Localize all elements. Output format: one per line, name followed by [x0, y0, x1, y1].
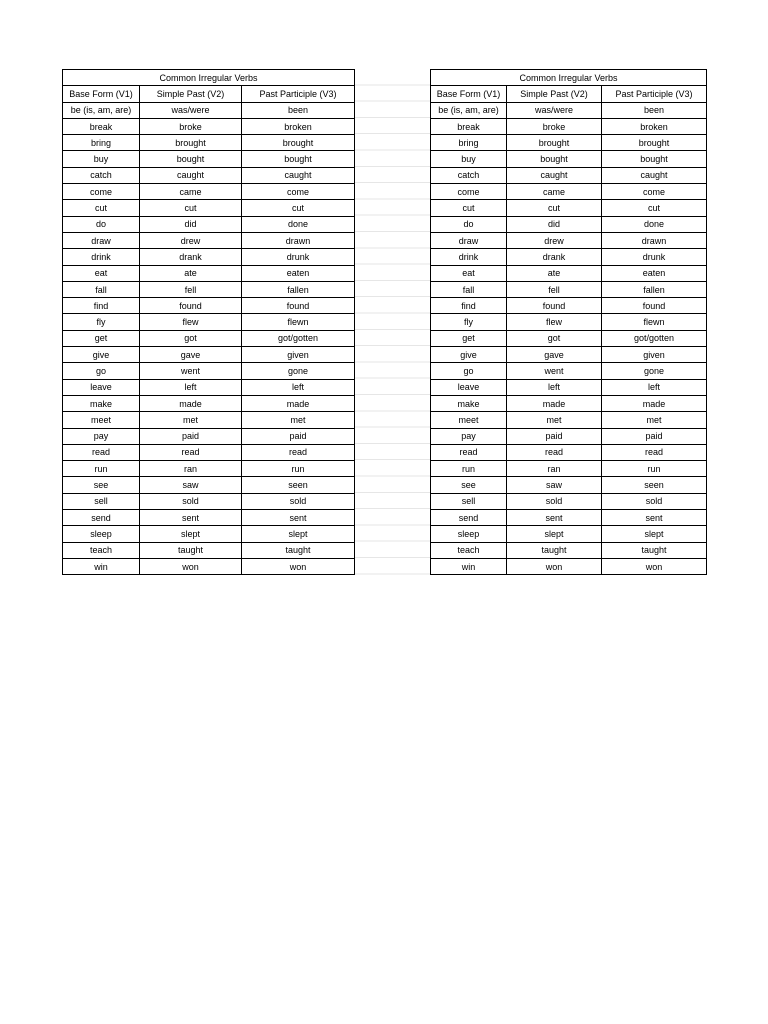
table-cell: broke	[140, 118, 242, 134]
table-row	[63, 444, 355, 460]
table-cell: cut	[63, 200, 140, 216]
table-cell: slept	[140, 526, 242, 542]
table-cell: sold	[602, 493, 707, 509]
table-cell: cut	[602, 200, 707, 216]
table-cell: brought	[140, 135, 242, 151]
table-cell: met	[140, 412, 242, 428]
table-cell: made	[242, 395, 355, 411]
table-cell: give	[431, 347, 507, 363]
table-cell: went	[140, 363, 242, 379]
table-cell: sell	[63, 493, 140, 509]
table-cell: come	[242, 184, 355, 200]
table-cell: paid	[507, 428, 602, 444]
table-cell: caught	[602, 167, 707, 183]
spreadsheet-gridlines	[354, 69, 430, 575]
table-cell: saw	[507, 477, 602, 493]
table-cell: won	[507, 558, 602, 574]
table-cell: drunk	[242, 249, 355, 265]
table-header-row	[63, 86, 355, 102]
table-cell: drawn	[602, 232, 707, 248]
table-row	[63, 428, 355, 444]
column-header: Base Form (V1)	[431, 86, 507, 102]
table-cell: bought	[242, 151, 355, 167]
column-header: Past Participle (V3)	[242, 86, 355, 102]
table-cell: get	[63, 330, 140, 346]
table-cell: broke	[507, 118, 602, 134]
table-cell: sleep	[431, 526, 507, 542]
table-row	[63, 330, 355, 346]
table-cell: make	[63, 395, 140, 411]
table-cell: be (is, am, are)	[63, 102, 140, 118]
table-cell: leave	[431, 379, 507, 395]
table-cell: read	[602, 444, 707, 460]
irregular-verbs-table-right	[430, 69, 707, 575]
table-cell: fall	[63, 281, 140, 297]
table-cell: fallen	[242, 281, 355, 297]
table-row	[63, 395, 355, 411]
table-cell: sent	[507, 510, 602, 526]
table-row	[63, 216, 355, 232]
table-cell: done	[602, 216, 707, 232]
table-row	[63, 167, 355, 183]
table-cell: teach	[63, 542, 140, 558]
table-cell: sent	[602, 510, 707, 526]
table-cell: brought	[242, 135, 355, 151]
table-cell: slept	[242, 526, 355, 542]
table-cell: cut	[140, 200, 242, 216]
table-row	[63, 526, 355, 542]
table-cell: get	[431, 330, 507, 346]
table-title-row	[431, 70, 707, 86]
table-cell: cut	[242, 200, 355, 216]
table-cell: got	[507, 330, 602, 346]
table-row	[431, 493, 707, 509]
table-cell: drink	[431, 249, 507, 265]
table-row	[63, 298, 355, 314]
table-cell: fell	[140, 281, 242, 297]
table-title-row	[63, 70, 355, 86]
table-cell: come	[602, 184, 707, 200]
table-cell: caught	[140, 167, 242, 183]
table-cell: buy	[63, 151, 140, 167]
table-cell: run	[602, 461, 707, 477]
table-cell: slept	[602, 526, 707, 542]
table-cell: did	[140, 216, 242, 232]
table-row	[431, 135, 707, 151]
table-cell: ran	[507, 461, 602, 477]
table-cell: been	[242, 102, 355, 118]
table-cell: read	[507, 444, 602, 460]
table-cell: be (is, am, are)	[431, 102, 507, 118]
table-cell: break	[63, 118, 140, 134]
table-cell: read	[242, 444, 355, 460]
table-row	[431, 118, 707, 134]
table-row	[63, 118, 355, 134]
table-cell: been	[602, 102, 707, 118]
table-cell: sell	[431, 493, 507, 509]
table-cell: run	[431, 461, 507, 477]
table-row	[63, 151, 355, 167]
table-row	[63, 347, 355, 363]
table-row	[63, 510, 355, 526]
table-cell: find	[63, 298, 140, 314]
table-cell: brought	[602, 135, 707, 151]
table-cell: drew	[507, 232, 602, 248]
table-cell: eaten	[242, 265, 355, 281]
table-cell: given	[242, 347, 355, 363]
table-cell: go	[431, 363, 507, 379]
table-cell: give	[63, 347, 140, 363]
table-cell: read	[431, 444, 507, 460]
table-row	[431, 184, 707, 200]
table-cell: fallen	[602, 281, 707, 297]
table-cell: left	[602, 379, 707, 395]
table-cell: did	[507, 216, 602, 232]
table-cell: sent	[242, 510, 355, 526]
table-cell: fly	[431, 314, 507, 330]
table-row	[63, 102, 355, 118]
table-header-row	[431, 86, 707, 102]
table-row	[431, 412, 707, 428]
table-row	[63, 135, 355, 151]
table-cell: paid	[602, 428, 707, 444]
table-cell: see	[431, 477, 507, 493]
table-cell: fly	[63, 314, 140, 330]
table-row	[431, 167, 707, 183]
table-cell: found	[507, 298, 602, 314]
table-cell: got/gotten	[242, 330, 355, 346]
table-row	[431, 395, 707, 411]
table-cell: sent	[140, 510, 242, 526]
table-cell: bought	[507, 151, 602, 167]
table-cell: found	[140, 298, 242, 314]
table-cell: meet	[431, 412, 507, 428]
table-cell: met	[507, 412, 602, 428]
table-row	[63, 232, 355, 248]
table-cell: make	[431, 395, 507, 411]
table-cell: come	[431, 184, 507, 200]
table-cell: came	[507, 184, 602, 200]
table-cell: sold	[140, 493, 242, 509]
table-cell: cut	[431, 200, 507, 216]
table-cell: drink	[63, 249, 140, 265]
table-row	[63, 379, 355, 395]
table-cell: got	[140, 330, 242, 346]
table-row	[431, 102, 707, 118]
table-cell: cut	[507, 200, 602, 216]
table-cell: fall	[431, 281, 507, 297]
table-cell: seen	[242, 477, 355, 493]
table-cell: flew	[140, 314, 242, 330]
table-row	[431, 200, 707, 216]
table-cell: sold	[242, 493, 355, 509]
table-cell: saw	[140, 477, 242, 493]
table-row	[431, 477, 707, 493]
table-cell: taught	[602, 542, 707, 558]
table-cell: sold	[507, 493, 602, 509]
table-cell: slept	[507, 526, 602, 542]
table-cell: eat	[431, 265, 507, 281]
table-cell: gone	[602, 363, 707, 379]
table-cell: drank	[140, 249, 242, 265]
table-row	[431, 330, 707, 346]
table-row	[431, 151, 707, 167]
table-cell: taught	[140, 542, 242, 558]
table-cell: met	[602, 412, 707, 428]
table-cell: win	[63, 558, 140, 574]
table-cell: gave	[507, 347, 602, 363]
table-cell: taught	[507, 542, 602, 558]
column-header: Base Form (V1)	[63, 86, 140, 102]
table-cell: eat	[63, 265, 140, 281]
table-row	[63, 477, 355, 493]
table-cell: broken	[242, 118, 355, 134]
table-row	[431, 281, 707, 297]
table-title: Common Irregular Verbs	[63, 70, 355, 86]
table-cell: draw	[431, 232, 507, 248]
table-cell: read	[63, 444, 140, 460]
table-cell: was/were	[507, 102, 602, 118]
table-cell: brought	[507, 135, 602, 151]
table-cell: was/were	[140, 102, 242, 118]
table-cell: paid	[140, 428, 242, 444]
table-row	[431, 216, 707, 232]
table-cell: come	[63, 184, 140, 200]
table-cell: made	[507, 395, 602, 411]
table-row	[431, 428, 707, 444]
table-cell: left	[507, 379, 602, 395]
table-cell: draw	[63, 232, 140, 248]
table-row	[431, 558, 707, 574]
table-cell: catch	[63, 167, 140, 183]
table-cell: done	[242, 216, 355, 232]
table-cell: sleep	[63, 526, 140, 542]
table-cell: came	[140, 184, 242, 200]
table-cell: win	[431, 558, 507, 574]
table-cell: pay	[431, 428, 507, 444]
table-row	[431, 298, 707, 314]
table-cell: go	[63, 363, 140, 379]
table-row	[431, 444, 707, 460]
table-cell: flewn	[242, 314, 355, 330]
table-row	[63, 265, 355, 281]
table-row	[63, 314, 355, 330]
table-row	[431, 232, 707, 248]
table-cell: buy	[431, 151, 507, 167]
table-row	[63, 184, 355, 200]
table-cell: seen	[602, 477, 707, 493]
table-cell: went	[507, 363, 602, 379]
table-row	[63, 558, 355, 574]
table-row	[431, 314, 707, 330]
table-cell: find	[431, 298, 507, 314]
table-cell: given	[602, 347, 707, 363]
table-cell: drawn	[242, 232, 355, 248]
table-cell: made	[602, 395, 707, 411]
table-row	[431, 363, 707, 379]
table-row	[63, 461, 355, 477]
table-cell: drew	[140, 232, 242, 248]
table-row	[431, 265, 707, 281]
table-title: Common Irregular Verbs	[431, 70, 707, 86]
table-cell: taught	[242, 542, 355, 558]
table-row	[431, 542, 707, 558]
table-cell: leave	[63, 379, 140, 395]
table-row	[63, 542, 355, 558]
table-cell: left	[140, 379, 242, 395]
table-cell: pay	[63, 428, 140, 444]
table-row	[63, 412, 355, 428]
table-cell: made	[140, 395, 242, 411]
table-cell: break	[431, 118, 507, 134]
table-cell: flewn	[602, 314, 707, 330]
table-cell: gave	[140, 347, 242, 363]
table-cell: flew	[507, 314, 602, 330]
table-cell: caught	[507, 167, 602, 183]
table-cell: won	[242, 558, 355, 574]
table-cell: won	[602, 558, 707, 574]
table-cell: read	[140, 444, 242, 460]
table-row	[63, 249, 355, 265]
table-cell: ate	[507, 265, 602, 281]
table-cell: won	[140, 558, 242, 574]
column-header: Simple Past (V2)	[507, 86, 602, 102]
table-cell: fell	[507, 281, 602, 297]
table-cell: caught	[242, 167, 355, 183]
table-cell: send	[431, 510, 507, 526]
table-cell: paid	[242, 428, 355, 444]
table-row	[63, 363, 355, 379]
table-row	[431, 526, 707, 542]
table-cell: found	[602, 298, 707, 314]
table-cell: broken	[602, 118, 707, 134]
table-cell: eaten	[602, 265, 707, 281]
irregular-verbs-table-left	[62, 69, 355, 575]
table-cell: found	[242, 298, 355, 314]
table-row	[63, 281, 355, 297]
table-row	[431, 249, 707, 265]
table-row	[63, 493, 355, 509]
table-row	[63, 200, 355, 216]
table-cell: run	[242, 461, 355, 477]
table-cell: do	[63, 216, 140, 232]
table-cell: gone	[242, 363, 355, 379]
column-header: Past Participle (V3)	[602, 86, 707, 102]
table-cell: see	[63, 477, 140, 493]
table-cell: do	[431, 216, 507, 232]
table-cell: send	[63, 510, 140, 526]
table-cell: ran	[140, 461, 242, 477]
table-cell: ate	[140, 265, 242, 281]
table-row	[431, 510, 707, 526]
table-cell: bring	[63, 135, 140, 151]
table-cell: run	[63, 461, 140, 477]
table-cell: bought	[140, 151, 242, 167]
table-cell: met	[242, 412, 355, 428]
table-cell: catch	[431, 167, 507, 183]
table-cell: got/gotten	[602, 330, 707, 346]
table-cell: bring	[431, 135, 507, 151]
table-cell: drunk	[602, 249, 707, 265]
table-row	[431, 347, 707, 363]
table-row	[431, 379, 707, 395]
table-cell: meet	[63, 412, 140, 428]
table-cell: left	[242, 379, 355, 395]
table-row	[431, 461, 707, 477]
table-cell: bought	[602, 151, 707, 167]
column-header: Simple Past (V2)	[140, 86, 242, 102]
table-cell: teach	[431, 542, 507, 558]
table-cell: drank	[507, 249, 602, 265]
